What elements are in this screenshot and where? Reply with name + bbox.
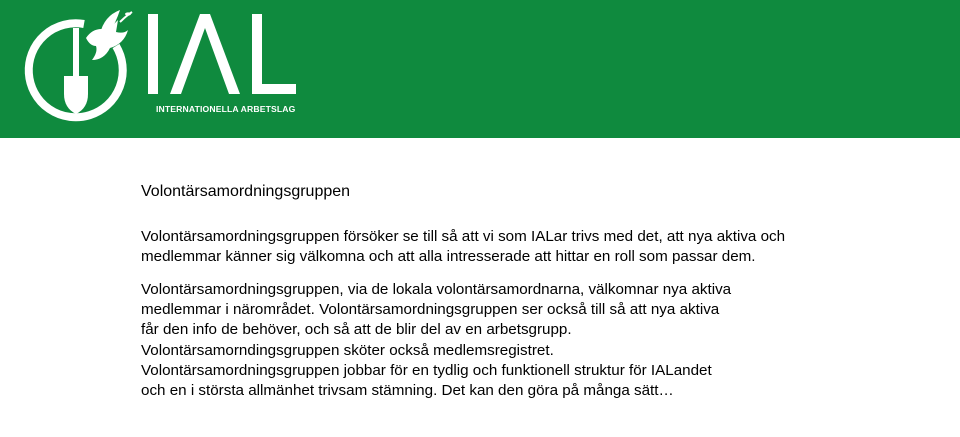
ial-logo-mark-icon [24,8,134,128]
paragraph-line: medlemmar i närområdet. Volontärsamordningsgruppen ser också till så att nya aktiva [141,301,720,319]
paragraph-line: får den info de behöver, och så att de blir del av en arbetsgrupp. [141,321,572,339]
paragraph-line: Volontärsamorndingsgruppen sköter också medlemsregistret. [141,341,554,359]
paragraph-line: och en i största allmänhet trivsam stämning. Det kan den göra på många sätt… [141,382,674,400]
details-paragraph [141,280,841,401]
intro-paragraph: Volontärsamordningsgruppen försöker se till så att vi som IALar trivs med det, att nya aktiva och medlemmar känner sig välkomna och att alla intresserade att hittar en roll som passar dem. [141,228,786,265]
paragraph-line: Volontärsamordningsgruppen, via de lokala volontärsamordnarna, välkomnar nya aktiva [141,281,732,298]
logo-subtitle: INTERNATIONELLA ARBETSLAG [156,104,296,114]
header-banner [0,0,960,138]
ial-logo-letters [148,8,308,100]
paragraph-line: Volontärsamordningsgruppen jobbar för en tydlig och funktionell struktur för IALandet [141,361,712,379]
page-title: Volontärsamordningsgruppen [141,183,351,200]
main-content [141,181,841,401]
